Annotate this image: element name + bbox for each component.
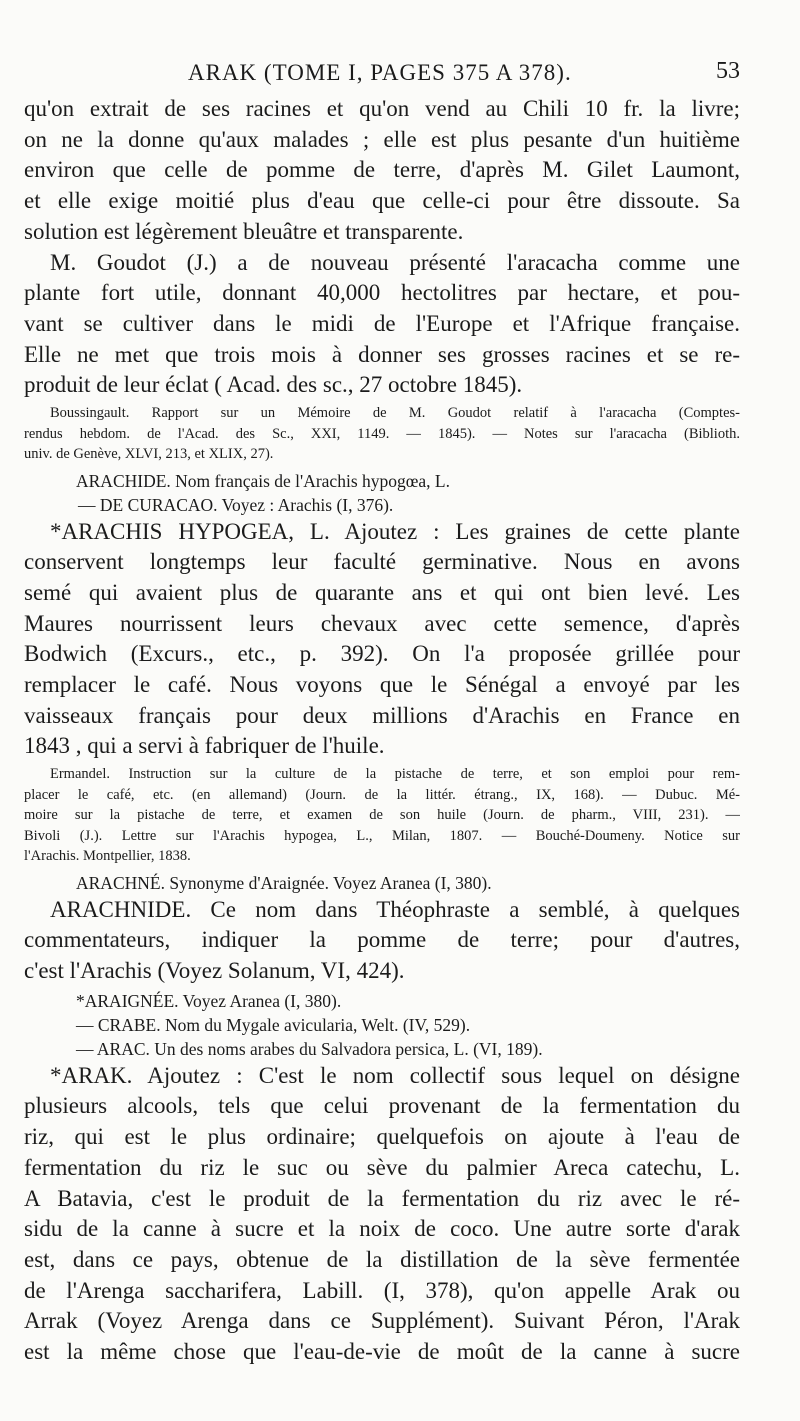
reference-line: moire sur la pistache de terre, et examen de son huile (Journ. de pharm., VIII, 231). —	[24, 807, 740, 824]
entry-araignee	[24, 989, 740, 1061]
page-body	[24, 94, 740, 1368]
text-line: plusieurs alcools, tels que celui provenant de la fermentation du	[24, 1093, 740, 1119]
reference-line: placer le café, etc. (en allemand) (Journ. de la littér. étrang., IX, 168). — Dubuc. Mé-	[24, 786, 740, 803]
text-line: sidu de la canne à sucre et la noix de coco. Une autre sorte d'arak	[24, 1216, 740, 1242]
text-line: on ne la donne qu'aux malades ; elle est plus pesante d'un huitième	[24, 126, 740, 152]
text-line: M. Goudot (J.) a de nouveau présenté l'aracacha comme une	[50, 249, 740, 275]
text-line: vaisseaux français pour deux millions d'Arachis en France en	[24, 702, 740, 728]
reference-line: Boussingault. Rapport sur un Mémoire de M. Goudot relatif à l'aracacha (Comptes-	[50, 405, 740, 422]
paragraph-aracacha-continued	[24, 94, 740, 248]
text-line: est la même chose que l'eau-de-vie de moût de la canne à sucre	[24, 1339, 740, 1365]
text-line: Maures nourrissent leurs chevaux avec cette semence, d'après	[24, 610, 740, 636]
text-line: solution est légèrement bleuâtre et transparente.	[24, 218, 464, 244]
text-line: qu'on extrait de ses racines et qu'on vend au Chili 10 fr. la livre;	[24, 96, 740, 121]
text-line: remplacer le café. Nous voyons que le Sénégal a envoyé par les	[24, 672, 740, 698]
text-line: Bodwich (Excurs., etc., p. 392). On l'a proposée grillée pour	[24, 641, 740, 667]
text-line: vant se cultiver dans le midi de l'Europe et l'Afrique française.	[24, 310, 740, 336]
text-line: environ que celle de pomme de terre, d'après M. Gilet Laumont,	[24, 157, 740, 183]
text-line: semé qui avaient plus de quarante ans et qui ont bien levé. Les	[24, 579, 740, 605]
reference-line: univ. de Genève, XLVI, 213, et XLIX, 27).	[24, 446, 274, 463]
text-line: *ARACHIS HYPOGEA, L. Ajoutez : Les graines de cette plante	[50, 518, 740, 544]
reference-line: l'Arachis. Montpellier, 1838.	[24, 848, 191, 865]
reference-line: rendus hebdom. de l'Acad. des Sc., XXI, 1149. — 1845). — Notes sur l'aracacha (Biblioth.	[24, 425, 740, 442]
text-line: et elle exige moitié plus d'eau que celle-ci pour être dissoute. Sa	[24, 188, 740, 214]
reference-line: Bivoli (J.). Lettre sur l'Arachis hypogea, L., Milan, 1807. — Bouché-Doumeny. Notice sur	[24, 827, 740, 844]
text-line: commentateurs, indiquer la pomme de terre; pour d'autres,	[24, 927, 740, 953]
entry-arachne	[24, 871, 740, 895]
text-line: plante fort utile, donnant 40,000 hectolitres par hectare, et pou-	[24, 280, 740, 306]
paragraph-goudot	[24, 248, 740, 402]
entry-line: — ARAC. Un des noms arabes du Salvadora persica, L. (VI, 189).	[76, 1038, 543, 1059]
entry-line: *ARAIGNÉE. Voyez Aranea (I, 380).	[76, 990, 342, 1011]
text-line: produit de leur éclat ( Acad. des sc., 27 octobre 1845).	[24, 372, 523, 398]
reference-ermandel	[24, 764, 740, 867]
text-line: de l'Arenga saccharifera, Labill. (I, 378), qu'on appelle Arak ou	[24, 1277, 740, 1303]
header-title: ARAK (TOME I, PAGES 375 A 378).	[188, 60, 572, 85]
entry-arachide	[24, 469, 740, 517]
text-line: fermentation du riz le suc ou sève du palmier Areca catechu, L.	[24, 1154, 740, 1180]
entry-line: ARACHNÉ. Synonyme d'Araignée. Voyez Aranea (I, 380).	[76, 872, 492, 893]
reference-line: Ermandel. Instruction sur la culture de la pistache de terre, et son emploi pour rem-	[50, 766, 740, 783]
text-line: c'est l'Arachis (Voyez Solanum, VI, 424).	[24, 958, 405, 984]
text-line: 1843 , qui a servi à fabriquer de l'huile.	[24, 733, 385, 759]
paragraph-arachnide	[24, 895, 740, 987]
paragraph-arachis-hypogea	[24, 517, 740, 763]
entry-line: — CRABE. Nom du Mygale avicularia, Welt. (IV, 529).	[76, 1014, 471, 1035]
paragraph-arak	[24, 1061, 740, 1368]
text-line: conservent longtemps leur faculté germinative. Nous en avons	[24, 549, 740, 575]
running-header	[26, 58, 742, 92]
text-line: A Batavia, c'est le produit de la fermentation du riz avec le ré-	[24, 1185, 740, 1211]
text-line: Arrak (Voyez Arenga dans ce Supplément). Suivant Péron, l'Arak	[24, 1308, 740, 1334]
page-number: 53	[716, 58, 740, 84]
entry-line: ARACHIDE. Nom français de l'Arachis hypogœa, L.	[76, 470, 450, 491]
text-line: ARACHNIDE. Ce nom dans Théophraste a semblé, à quelques	[50, 896, 740, 922]
text-line: *ARAK. Ajoutez : C'est le nom collectif sous lequel on désigne	[50, 1062, 740, 1088]
entry-line: — DE CURACAO. Voyez : Arachis (I, 376).	[78, 494, 394, 515]
text-line: Elle ne met que trois mois à donner ses grosses racines et se re-	[24, 341, 740, 367]
text-line: est, dans ce pays, obtenue de la distillation de la sève fermentée	[24, 1246, 740, 1272]
reference-boussingault	[24, 403, 740, 465]
text-line: riz, qui est le plus ordinaire; quelquefois on ajoute à l'eau de	[24, 1124, 740, 1150]
